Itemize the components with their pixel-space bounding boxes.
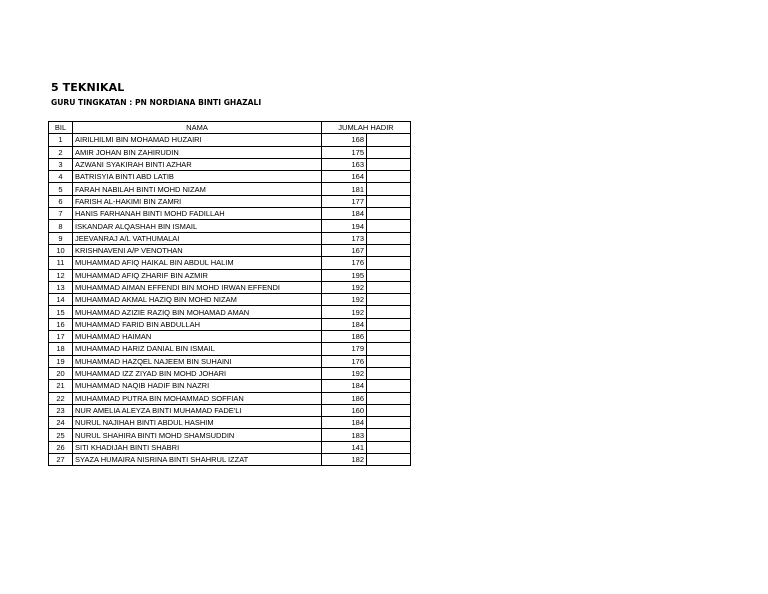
- student-name: MUHAMMAD PUTRA BIN MOHAMMAD SOFFIAN: [73, 392, 322, 404]
- student-name: HANIS FARHANAH BINTI MOHD FADILLAH: [73, 208, 322, 220]
- student-name: MUHAMMAD AKMAL HAZIQ BIN MOHD NIZAM: [73, 294, 322, 306]
- empty-cell: [367, 404, 411, 416]
- empty-cell: [367, 306, 411, 318]
- empty-cell: [367, 355, 411, 367]
- row-number: 7: [49, 208, 73, 220]
- column-header-nama: NAMA: [73, 122, 322, 134]
- table-row: [49, 441, 411, 453]
- attendance-total: 167: [322, 244, 367, 256]
- row-number: 8: [49, 220, 73, 232]
- table-row: [49, 355, 411, 367]
- empty-cell: [367, 146, 411, 158]
- empty-cell: [367, 441, 411, 453]
- student-name: MUHAMMAD HAZQEL NAJEEM BIN SUHAINI: [73, 355, 322, 367]
- empty-cell: [367, 244, 411, 256]
- row-number: 5: [49, 183, 73, 195]
- table-row: [49, 183, 411, 195]
- attendance-total: 175: [322, 146, 367, 158]
- empty-cell: [367, 134, 411, 146]
- attendance-total: 186: [322, 331, 367, 343]
- empty-cell: [367, 220, 411, 232]
- row-number: 19: [49, 355, 73, 367]
- empty-cell: [367, 232, 411, 244]
- attendance-total: 192: [322, 294, 367, 306]
- empty-cell: [367, 183, 411, 195]
- table-row: [49, 171, 411, 183]
- row-number: 10: [49, 244, 73, 256]
- attendance-total: 192: [322, 306, 367, 318]
- attendance-total: 176: [322, 355, 367, 367]
- table-row: [49, 404, 411, 416]
- attendance-total: 179: [322, 343, 367, 355]
- table-row: [49, 380, 411, 392]
- attendance-total: 192: [322, 281, 367, 293]
- table-row: [49, 318, 411, 330]
- attendance-total: 141: [322, 441, 367, 453]
- student-name: MUHAMMAD AZIZIE RAZIQ BIN MOHAMAD AMAN: [73, 306, 322, 318]
- attendance-total: 184: [322, 417, 367, 429]
- table-row: [49, 454, 411, 466]
- attendance-total: 184: [322, 380, 367, 392]
- student-name: MUHAMMAD HARIZ DANIAL BIN ISMAIL: [73, 343, 322, 355]
- attendance-total: 183: [322, 429, 367, 441]
- student-name: BATRISYIA BINTI ABD LATIB: [73, 171, 322, 183]
- student-name: NURUL NAJIHAH BINTI ABDUL HASHIM: [73, 417, 322, 429]
- attendance-total: 184: [322, 318, 367, 330]
- attendance-total: 163: [322, 158, 367, 170]
- student-name: NURUL SHAHIRA BINTI MOHD SHAMSUDDIN: [73, 429, 322, 441]
- class-title: 5 TEKNIKAL: [51, 81, 125, 94]
- student-name: MUHAMMAD FARID BIN ABDULLAH: [73, 318, 322, 330]
- empty-cell: [367, 257, 411, 269]
- table-row: [49, 195, 411, 207]
- row-number: 15: [49, 306, 73, 318]
- attendance-total: 182: [322, 454, 367, 466]
- student-name: JEEVANRAJ A/L VATHUMALAI: [73, 232, 322, 244]
- student-name: ISKANDAR ALQASHAH BIN ISMAIL: [73, 220, 322, 232]
- attendance-total: 194: [322, 220, 367, 232]
- attendance-total: 192: [322, 367, 367, 379]
- table-row: [49, 244, 411, 256]
- student-name: MUHAMMAD IZZ ZIYAD BIN MOHD JOHARI: [73, 367, 322, 379]
- student-name: AZWANI SYAKIRAH BINTI AZHAR: [73, 158, 322, 170]
- table-row: [49, 146, 411, 158]
- table-row: [49, 417, 411, 429]
- student-name: SYAZA HUMAIRA NISRINA BINTI SHAHRUL IZZAT: [73, 454, 322, 466]
- student-name: NUR AMELIA ALEYZA BINTI MUHAMAD FADE'LI: [73, 404, 322, 416]
- attendance-total: 195: [322, 269, 367, 281]
- attendance-total: 184: [322, 208, 367, 220]
- student-name: FARAH NABILAH BINTI MOHD NIZAM: [73, 183, 322, 195]
- attendance-total: 181: [322, 183, 367, 195]
- empty-cell: [367, 392, 411, 404]
- row-number: 13: [49, 281, 73, 293]
- table-header-row: [49, 122, 411, 134]
- attendance-total: 176: [322, 257, 367, 269]
- table-body: [49, 134, 411, 466]
- row-number: 25: [49, 429, 73, 441]
- table-row: [49, 343, 411, 355]
- student-name: FARISH AL-HAKIMI BIN ZAMRI: [73, 195, 322, 207]
- row-number: 22: [49, 392, 73, 404]
- student-name: MUHAMMAD AFIQ HAIKAL BIN ABDUL HALIM: [73, 257, 322, 269]
- table-row: [49, 294, 411, 306]
- row-number: 18: [49, 343, 73, 355]
- attendance-total: 160: [322, 404, 367, 416]
- attendance-total: 164: [322, 171, 367, 183]
- student-name: MUHAMMAD AFIQ ZHARIF BIN AZMIR: [73, 269, 322, 281]
- student-name: KRISHNAVENI A/P VENOTHAN: [73, 244, 322, 256]
- row-number: 23: [49, 404, 73, 416]
- student-name: AMIR JOHAN BIN ZAHIRUDIN: [73, 146, 322, 158]
- row-number: 26: [49, 441, 73, 453]
- empty-cell: [367, 367, 411, 379]
- row-number: 24: [49, 417, 73, 429]
- table-row: [49, 269, 411, 281]
- row-number: 17: [49, 331, 73, 343]
- student-name: SITI KHADIJAH BINTI SHABRI: [73, 441, 322, 453]
- attendance-table: [48, 121, 411, 466]
- table-row: [49, 367, 411, 379]
- row-number: 21: [49, 380, 73, 392]
- table-row: [49, 158, 411, 170]
- table-row: [49, 331, 411, 343]
- empty-cell: [367, 429, 411, 441]
- column-header-jumlah-hadir: JUMLAH HADIR: [322, 122, 411, 134]
- empty-cell: [367, 171, 411, 183]
- attendance-total: 177: [322, 195, 367, 207]
- student-name: MUHAMMAD HAIMAN: [73, 331, 322, 343]
- table-row: [49, 306, 411, 318]
- table-row: [49, 208, 411, 220]
- row-number: 9: [49, 232, 73, 244]
- table-row: [49, 257, 411, 269]
- empty-cell: [367, 454, 411, 466]
- row-number: 11: [49, 257, 73, 269]
- table-row: [49, 429, 411, 441]
- table-row: [49, 134, 411, 146]
- row-number: 20: [49, 367, 73, 379]
- empty-cell: [367, 343, 411, 355]
- row-number: 3: [49, 158, 73, 170]
- empty-cell: [367, 158, 411, 170]
- empty-cell: [367, 208, 411, 220]
- table-row: [49, 281, 411, 293]
- student-name: AIRILHILMI BIN MOHAMAD HUZAIRI: [73, 134, 322, 146]
- column-header-bil: BIL: [49, 122, 73, 134]
- attendance-total: 173: [322, 232, 367, 244]
- attendance-total: 168: [322, 134, 367, 146]
- student-name: MUHAMMAD NAQIB HADIF BIN NAZRI: [73, 380, 322, 392]
- row-number: 4: [49, 171, 73, 183]
- empty-cell: [367, 269, 411, 281]
- row-number: 1: [49, 134, 73, 146]
- student-name: MUHAMMAD AIMAN EFFENDI BIN MOHD IRWAN EFFENDI: [73, 281, 322, 293]
- empty-cell: [367, 417, 411, 429]
- row-number: 2: [49, 146, 73, 158]
- row-number: 14: [49, 294, 73, 306]
- row-number: 12: [49, 269, 73, 281]
- table-row: [49, 220, 411, 232]
- row-number: 6: [49, 195, 73, 207]
- empty-cell: [367, 331, 411, 343]
- table-row: [49, 392, 411, 404]
- empty-cell: [367, 195, 411, 207]
- row-number: 27: [49, 454, 73, 466]
- empty-cell: [367, 294, 411, 306]
- attendance-total: 186: [322, 392, 367, 404]
- empty-cell: [367, 281, 411, 293]
- empty-cell: [367, 318, 411, 330]
- row-number: 16: [49, 318, 73, 330]
- table-row: [49, 232, 411, 244]
- form-teacher-label: GURU TINGKATAN : PN NORDIANA BINTI GHAZALI: [51, 98, 262, 107]
- empty-cell: [367, 380, 411, 392]
